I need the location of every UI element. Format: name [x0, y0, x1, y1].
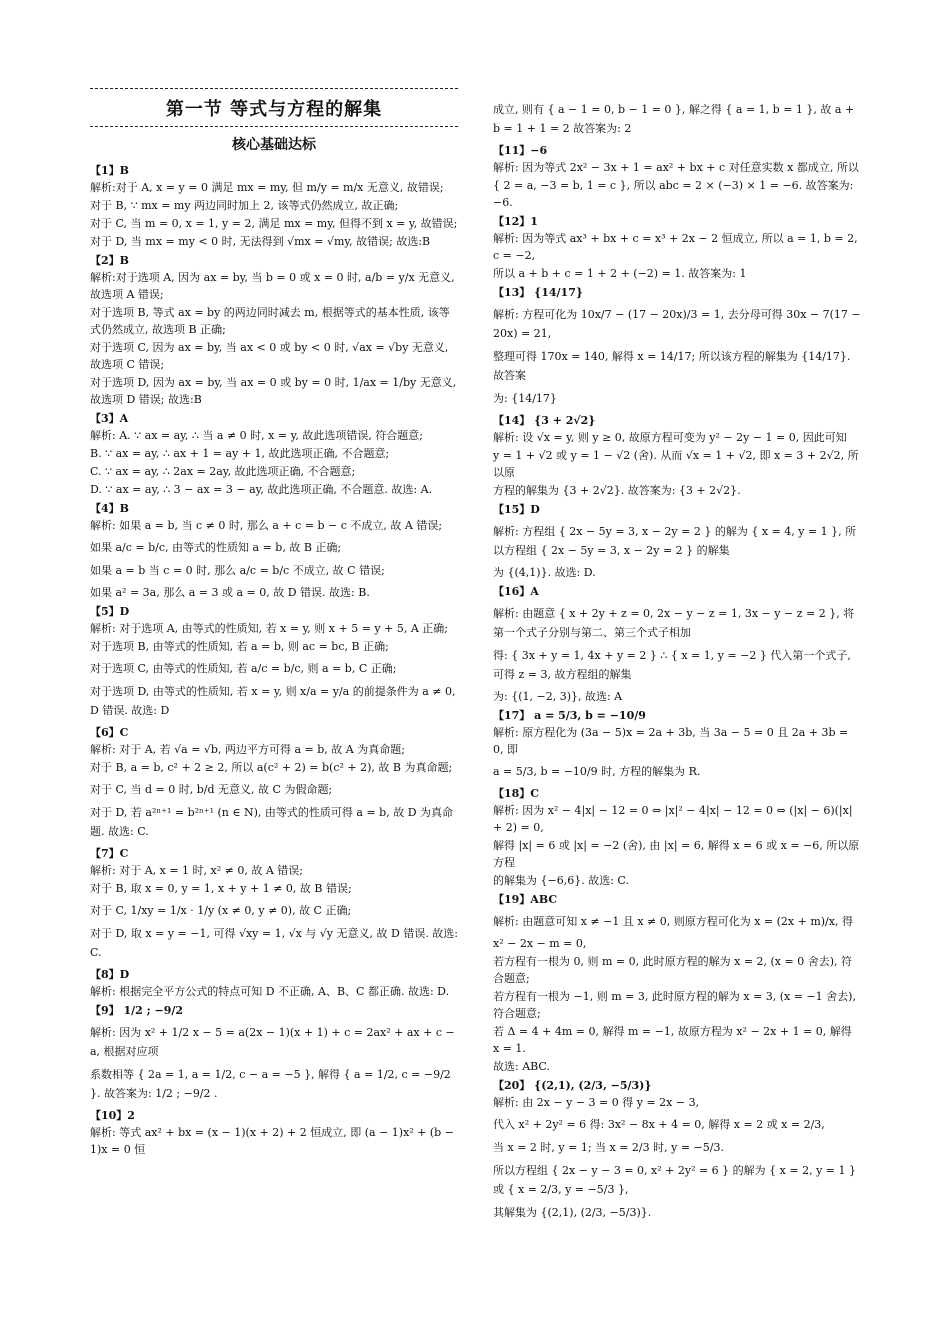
left-column-body	[90, 162, 458, 1158]
solution-line: 对于 B, ∵ mx = my 两边同时加上 2, 该等式仍然成立, 故正确;	[90, 199, 399, 212]
solution-line: 对于选项 C, 因为 ax = by, 当 ax < 0 或 by < 0 时, √ax = √by 无意义, 故选项 C 错误;	[90, 341, 449, 371]
question-answer-header: 【15】D	[493, 503, 540, 516]
question-answer-header: 【11】−6	[493, 144, 548, 157]
solution-line: 如果 a² = 3a, 那么 a = 3 或 a = 0, 故 D 错误. 故选: B.	[90, 586, 370, 599]
solution-line: 解析: 因为等式 ax³ + bx + c = x³ + 2x − 2 恒成立, 所以 a = 1, b = 2, c = −2,	[493, 232, 858, 262]
solution-line: 其解集为 {(2,1), (2/3, −5/3)}.	[493, 1206, 652, 1219]
solution-line: 对于选项 D, 因为 ax = by, 当 ax = 0 或 by = 0 时, 1/ax = 1/by 无意义, 故选项 D 错误; 故选:B	[90, 376, 457, 406]
solution-line: 若方程有一根为 0, 则 m = 0, 此时原方程的解为 x = 2, (x = 0 舍去), 符合题意;	[493, 955, 853, 985]
solution-line: 解析: 等式 ax² + bx = (x − 1)(x + 2) + 2 恒成立, 即 (a − 1)x² + (b − 1)x = 0 恒	[90, 1126, 454, 1156]
question-answer-header: 【16】A	[493, 585, 539, 598]
question-answer-header: 【7】C	[90, 847, 129, 860]
solution-line: 系数相等 { 2a = 1, a = 1/2, c − a = −5 }, 解得 { a = 1/2, c = −9/2 }. 故答案为: 1/2 ; −9/2 .	[90, 1068, 451, 1100]
right-column	[493, 96, 861, 1226]
solution-line: 解析:对于选项 A, 因为 ax = by, 当 b = 0 或 x = 0 时, a/b = y/x 无意义, 故选项 A 错误;	[90, 271, 455, 301]
subsection-title: 核心基础达标	[232, 137, 316, 153]
solution-line: 对于选项 D, 由等式的性质知, 若 x = y, 则 x/a = y/a 的前提条件为 a ≠ 0, D 错误. 故选: D	[90, 685, 456, 717]
question-answer-header: 【9】 1/2 ; −9/2	[90, 1004, 184, 1017]
solution-line: 对于选项 B, 由等式的性质知, 若 a = b, 则 ac = bc, B 正确;	[90, 640, 389, 653]
question-answer-header: 【5】D	[90, 605, 130, 618]
solution-line: 对于选项 C, 由等式的性质知, 若 a/c = b/c, 则 a = b, C 正确;	[90, 662, 397, 675]
solution-line: 成立, 则有 { a − 1 = 0, b − 1 = 0 }, 解之得 { a = 1, b = 1 }, 故 a + b = 1 + 1 = 2 故答案为: 2	[493, 103, 855, 135]
solution-line: 为 {(4,1)}. 故选: D.	[493, 566, 596, 579]
solution-line: 所以 a + b + c = 1 + 2 + (−2) = 1. 故答案为: 1	[493, 267, 747, 280]
solution-line: 对于 B, 取 x = 0, y = 1, x + y + 1 ≠ 0, 故 B 错误;	[90, 882, 352, 895]
solution-line: 若方程有一根为 −1, 则 m = 3, 此时原方程的解为 x = 3, (x = −1 舍去), 符合题意;	[493, 990, 856, 1020]
question-answer-header: 【18】C	[493, 787, 540, 800]
solution-line: y = 1 + √2 或 y = 1 − √2 (舍). 从而 √x = 1 + √2, 即 x = 3 + 2√2, 所以原	[493, 449, 859, 479]
solution-line: 解析: 对于选项 A, 由等式的性质知, 若 x = y, 则 x + 5 = y + 5, A 正确;	[90, 622, 448, 635]
question-answer-header: 【17】 a = 5/3, b = −10/9	[493, 709, 646, 722]
solution-line: 解析: 设 √x = y, 则 y ≥ 0, 故原方程可变为 y² − 2y − 1 = 0, 因此可知	[493, 431, 847, 444]
solution-line: 对于 D, 取 x = y = −1, 可得 √xy = 1, √x 与 √y 无意义, 故 D 错误. 故选: C.	[90, 927, 459, 959]
question-answer-header: 【2】B	[90, 254, 129, 267]
solution-line: 解析: 由题意 { x + 2y + z = 0, 2x − y − z = 1, 3x − y − z = 2 }, 将第一个式子分别与第二、第三个式子相加	[493, 607, 855, 639]
solution-line: 解析: 由 2x − y − 3 = 0 得 y = 2x − 3,	[493, 1096, 700, 1109]
question-answer-header: 【12】1	[493, 215, 538, 228]
question-answer-header: 【14】 {3 + 2√2}	[493, 414, 596, 427]
solution-line: 的解集为 {−6,6}. 故选: C.	[493, 874, 629, 887]
solution-line: 为: {14/17}	[493, 392, 557, 405]
question-answer-header: 【6】C	[90, 726, 129, 739]
solution-line: 如果 a/c = b/c, 由等式的性质知 a = b, 故 B 正确;	[90, 541, 342, 554]
solution-line: 对于 C, 当 d = 0 时, b/d 无意义, 故 C 为假命题;	[90, 783, 333, 796]
solution-line: 解析:对于 A, x = y = 0 满足 mx = my, 但 m/y = m/x 无意义, 故错误;	[90, 181, 444, 194]
solution-line: 为: {(1, −2, 3)}, 故选: A	[493, 690, 623, 703]
solution-line: 解析: 方程组 { 2x − 5y = 3, x − 2y = 2 } 的解为 { x = 4, y = 1 }, 所以方程组 { 2x − 5y = 3, x − 2y = 2 } 的解集	[493, 525, 857, 557]
left-column	[90, 88, 458, 1159]
question-answer-header: 【10】2	[90, 1109, 135, 1122]
solution-line: C. ∵ ax = ay, ∴ 2ax = 2ay, 故此选项正确, 不合题意;	[90, 465, 356, 478]
solution-line: 如果 a = b 当 c = 0 时, 那么 a/c = b/c 不成立, 故 C 错误;	[90, 564, 385, 577]
question-answer-header: 【4】B	[90, 502, 129, 515]
solution-line: 解析: 因为等式 2x² − 3x + 1 = ax² + bx + c 对任意实数 x 都成立, 所以	[493, 161, 859, 174]
solution-line: 解析: 如果 a = b, 当 c ≠ 0 时, 那么 a + c = b − c 不成立, 故 A 错误;	[90, 519, 443, 532]
solution-line: 若 Δ = 4 + 4m = 0, 解得 m = −1, 故原方程为 x² − 2x + 1 = 0, 解得 x = 1.	[493, 1025, 852, 1055]
solution-line: 所以方程组 { 2x − y − 3 = 0, x² + 2y² = 6 } 的解为 { x = 2, y = 1 } 或 { x = 2/3, y = −5/3 },	[493, 1164, 856, 1196]
bottom-divider	[90, 126, 458, 127]
solution-line: 对于 C, 当 m = 0, x = 1, y = 2, 满足 mx = my, 但得不到 x = y, 故错误;	[90, 217, 458, 230]
solution-line: B. ∵ ax = ay, ∴ ax + 1 = ay + 1, 故此选项正确, 不合题意;	[90, 447, 390, 460]
solution-line: 整理可得 170x = 140, 解得 x = 14/17; 所以该方程的解集为 {14/17}. 故答案	[493, 350, 851, 382]
solution-line: 得: { 3x + y = 1, 4x + y = 2 } ∴ { x = 1, y = −2 } 代入第一个式子, 可得 z = 3, 故方程组的解集	[493, 649, 851, 681]
solution-line: a = 5/3, b = −10/9 时, 方程的解集为 R.	[493, 765, 701, 778]
question-answer-header: 【8】D	[90, 968, 130, 981]
question-answer-header: 【19】ABC	[493, 893, 558, 906]
solution-line: 解析: 根据完全平方公式的特点可知 D 不正确, A、B、C 都正确. 故选: D.	[90, 985, 450, 998]
right-column-body	[493, 100, 861, 1222]
solution-line: 解析: 方程可化为 10x/7 − (17 − 20x)/3 = 1, 去分母可得 30x − 7(17 − 20x) = 21,	[493, 308, 861, 340]
solution-line: x² − 2x − m = 0,	[493, 937, 587, 950]
solution-line: 对于 D, 若 a²ⁿ⁺¹ = b²ⁿ⁺¹ (n ∈ N), 由等式的性质可得 a = b, 故 D 为真命题. 故选: C.	[90, 806, 454, 838]
solution-line: 方程的解集为 {3 + 2√2}. 故答案为: {3 + 2√2}.	[493, 484, 741, 497]
solution-line: 对于 D, 当 mx = my < 0 时, 无法得到 √mx = √my, 故错误; 故选:B	[90, 235, 431, 248]
solution-line: 解得 |x| = 6 或 |x| = −2 (舍), 由 |x| = 6, 解得 x = 6 或 x = −6, 所以原方程	[493, 839, 860, 869]
solution-line: 对于 B, a = b, c² + 2 ≥ 2, 所以 a(c² + 2) = b(c² + 2), 故 B 为真命题;	[90, 761, 453, 774]
solution-line: 当 x = 2 时, y = 1; 当 x = 2/3 时, y = −5/3.	[493, 1141, 724, 1154]
solution-line: 解析: 原方程化为 (3a − 5)x = 2a + 3b, 当 3a − 5 = 0 且 2a + 3b = 0, 即	[493, 726, 849, 756]
solution-line: 解析: 因为 x² − 4|x| − 12 = 0 ⇔ |x|² − 4|x| − 12 = 0 ⇔ (|x| − 6)(|x| + 2) = 0,	[493, 804, 853, 834]
solution-line: { 2 = a, −3 = b, 1 = c }, 所以 abc = 2 × (−3) × 1 = −6. 故答案为: −6.	[493, 179, 854, 209]
solution-line: 代入 x² + 2y² = 6 得: 3x² − 8x + 4 = 0, 解得 x = 2 或 x = 2/3,	[493, 1118, 825, 1131]
question-answer-header: 【1】B	[90, 164, 129, 177]
question-answer-header: 【3】A	[90, 412, 129, 425]
solution-line: 解析: 因为 x² + 1/2 x − 5 = a(2x − 1)(x + 1) + c = 2ax² + ax + c − a, 根据对应项	[90, 1026, 455, 1058]
solution-line: 对于选项 B, 等式 ax = by 的两边同时减去 m, 根据等式的基本性质, 该等式仍然成立, 故选项 B 正确;	[90, 306, 450, 336]
solution-line: 故选: ABC.	[493, 1060, 550, 1073]
solution-line: 解析: A. ∵ ax = ay, ∴ 当 a ≠ 0 时, x = y, 故此选项错误, 符合题意;	[90, 429, 424, 442]
question-answer-header: 【20】 {(2,1), (2/3, −5/3)}	[493, 1079, 652, 1092]
solution-line: 解析: 对于 A, 若 √a = √b, 两边平方可得 a = b, 故 A 为真命题;	[90, 743, 405, 756]
solution-line: 解析: 由题意可知 x ≠ −1 且 x ≠ 0, 则原方程可化为 x = (2x + m)/x, 得	[493, 915, 853, 928]
solution-line: 对于 C, 1/xy = 1/x · 1/y (x ≠ 0, y ≠ 0), 故 C 正确;	[90, 904, 352, 917]
question-answer-header: 【13】 {14/17}	[493, 286, 583, 299]
section-title: 第一节 等式与方程的解集	[165, 99, 383, 120]
solution-line: D. ∵ ax = ay, ∴ 3 − ax = 3 − ay, 故此选项正确, 不合题意. 故选: A.	[90, 483, 433, 496]
solution-line: 解析: 对于 A, x = 1 时, x² ≠ 0, 故 A 错误;	[90, 864, 303, 877]
